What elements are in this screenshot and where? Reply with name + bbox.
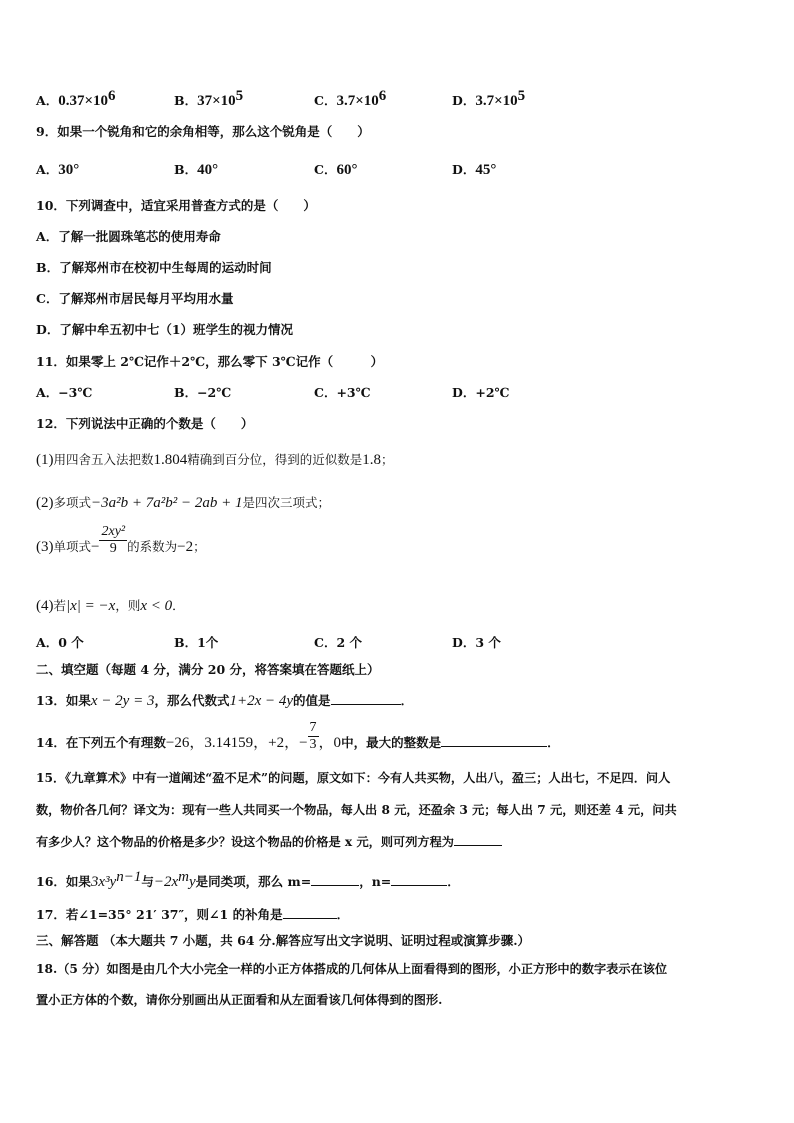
q12-option-b: B．1个	[174, 635, 219, 650]
q9-option-b: B．40°	[174, 162, 219, 178]
q14-fraction: $\frac{7}{3}$	[309, 720, 317, 752]
q12-statement-4: (4)若|x| = −x，则x < 0．	[36, 598, 185, 614]
q15-answer-blank[interactable]	[454, 833, 502, 846]
q8-option-b: B．$37\times 10^5$	[174, 88, 244, 110]
q15-line-3: 有多少人？这个物品的价格是多少？设这个物品的价格是 x 元，则可列方程为	[36, 833, 502, 850]
q13-answer-blank[interactable]	[331, 692, 401, 705]
q11-option-d: D．+2℃	[452, 385, 510, 400]
q9-stem: 9．如果一个锐角和它的余角相等，那么这个锐角是（ ）	[36, 124, 370, 139]
q11-stem: 11．如果零上 2℃记作＋2℃，那么零下 3℃记作（ ）	[36, 354, 384, 369]
q12-option-c: C．2 个	[314, 635, 363, 650]
q17-answer-blank[interactable]	[283, 906, 337, 919]
q18-line-2: 置小正方体的个数，请你分别画出从正面看和从左面看该几何体得到的图形.	[36, 993, 443, 1007]
q9-option-d: D．45°	[452, 162, 497, 178]
q8-option-a: A．$0.37\times 10^6$	[36, 88, 116, 110]
q12-option-d: D．3 个	[452, 635, 501, 650]
q8-option-d: D．$3.7\times 10^5$	[452, 88, 526, 110]
q17: 17．若∠1=35° 21′ 37″，则∠1 的补角是 ．	[36, 907, 350, 922]
q12-stem: 12．下列说法中正确的个数是（ ）	[36, 416, 254, 431]
q9-option-a: A．30°	[36, 162, 80, 178]
q12-statement-1: (1)用四舍五入法把数1.804精确到百分位，得到的近似数是1.8；	[36, 452, 394, 468]
q10-option-a: A．了解一批圆珠笔芯的使用寿命	[36, 229, 221, 244]
q11-option-b: B．−2℃	[174, 385, 232, 400]
q15-line-1: 15．《九章算术》中有一道阐述“盈不足术”的问题，原文如下：今有人共买物，人出八，盈三；人出七，不足四．问人	[36, 771, 671, 785]
q13: 13．如果x − 2y = 3，那么代数式1+2x − 4y的值是 ．	[36, 693, 414, 709]
q10-option-b: B．了解郑州市在校初中生每周的运动时间	[36, 260, 272, 275]
q10-option-d: D．了解中牟五初中七（1）班学生的视力情况	[36, 322, 294, 337]
q16-n-blank[interactable]	[391, 873, 447, 886]
q11-option-c: C．+3℃	[314, 385, 371, 400]
q9-option-c: C．60°	[314, 162, 358, 178]
q12-option-a: A．0 个	[36, 635, 84, 650]
q12-fraction: $\frac{\text{2xy²}}{9}$	[101, 524, 126, 556]
q18-line-1: 18.（5 分）如图是由几个大小完全一样的小正方体搭成的几何体从上面看得到的图形，小正方形中的数字表示在该位	[36, 962, 668, 976]
q16-m-blank[interactable]	[311, 873, 359, 886]
section-2-heading: 二、填空题（每题 4 分，满分 20 分，将答案填在答题纸上）	[36, 662, 380, 677]
q10-stem: 10．下列调查中，适宜采用普查方式的是（ ）	[36, 198, 316, 213]
q11-option-a: A．−3℃	[36, 385, 93, 400]
q15-line-2: 数，物价各几何？译文为：现有一些人共同买一个物品，每人出 8 元，还盈余 3 元；每人出 7 元，则还差 4 元，问共	[36, 803, 677, 817]
q12-statement-2: (2)多项式−3a²b + 7a²b² − 2ab + 1是四次三项式；	[36, 495, 331, 511]
q16: 16．如果$3x^3y^{n-1}$与$-2x^my$是同类项，那么 m= ，n= ．	[36, 869, 460, 891]
q14-answer-blank[interactable]	[441, 734, 547, 747]
section-3-heading: 三、解答题 （本大题共 7 小题，共 64 分.解答应写出文字说明、证明过程或演算步骤.）	[36, 933, 531, 948]
q8-option-c: C．$3.7\times 10^6$	[314, 88, 387, 110]
q14: 14．在下列五个有理数−26，3.14159，+2，− $\frac{7}{3}$ ，0中，最大的整数是 ．	[36, 720, 560, 752]
q12-statement-3: (3)单项式− $\frac{\text{2xy²}}{9}$ 的系数为−2；	[36, 524, 206, 556]
q10-option-c: C．了解郑州市居民每月平均用水量	[36, 291, 234, 306]
